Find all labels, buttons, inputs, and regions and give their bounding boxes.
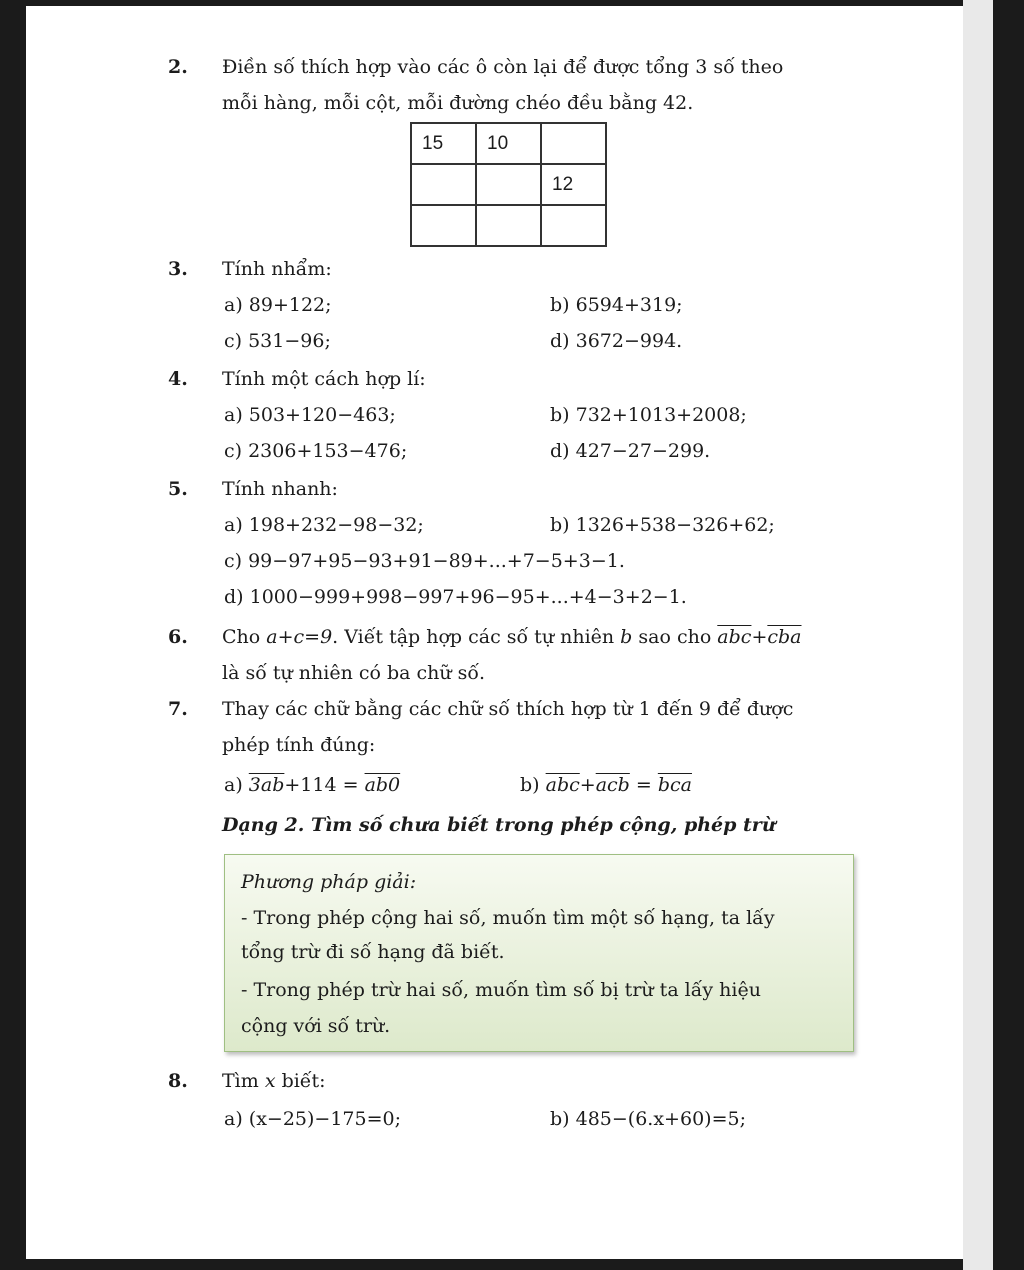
problem-title: Tính nhanh:: [222, 478, 338, 500]
subproblem-d: d) 1000−999+998−997+96−95+...+4−3+2−1.: [224, 586, 687, 608]
math-condition: a+c=9: [266, 626, 333, 648]
problem-text-line: [222, 626, 802, 648]
subproblem-b: b) 6594+319;: [550, 294, 683, 316]
text-run: biết:: [275, 1070, 326, 1092]
text-run: a): [224, 774, 249, 796]
grid-cell: [476, 164, 541, 205]
grid-cell: [411, 205, 476, 246]
overline-number: ab0: [364, 774, 401, 796]
grid-cell: [541, 123, 606, 164]
subproblem-d: d) 427−27−299.: [550, 440, 711, 462]
overline-number: 3ab: [248, 774, 285, 796]
problem-number: 5.: [168, 478, 188, 500]
problem-number: 6.: [168, 626, 188, 648]
grid-cell: [476, 205, 541, 246]
section-heading: Dạng 2. Tìm số chưa biết trong phép cộng, phép trừ: [222, 814, 776, 836]
problem-number: 3.: [168, 258, 188, 280]
subproblem-c: c) 2306+153−476;: [224, 440, 408, 462]
method-text-line: - Trong phép cộng hai số, muốn tìm một số hạng, ta lấy: [241, 907, 775, 929]
overline-number: $\overline{acb}$: [595, 774, 630, 796]
subproblem-a: a) 198+232−98−32;: [224, 514, 424, 536]
text-run: . Viết tập hợp các số tự nhiên: [332, 626, 621, 648]
grid-cell: [541, 205, 606, 246]
text-run: +: [579, 774, 596, 796]
subproblem-a: a) 503+120−463;: [224, 404, 396, 426]
problem-title: [222, 1070, 326, 1092]
document-page: [26, 6, 963, 1259]
problem-text-line: phép tính đúng:: [222, 734, 376, 756]
problem-text-line: mỗi hàng, mỗi cột, mỗi đường chéo đều bằng 42.: [222, 92, 694, 114]
subproblem-b: b) 485−(6.x+60)=5;: [550, 1108, 746, 1130]
overline-number: $\overline{bca}$: [657, 774, 692, 796]
grid-cell: [411, 164, 476, 205]
subproblem-a: a) (x−25)−175=0;: [224, 1108, 402, 1130]
problem-text-line: Điền số thích hợp vào các ô còn lại để được tổng 3 số theo: [222, 56, 784, 78]
text-run: Cho: [222, 626, 267, 648]
problem-number: 7.: [168, 698, 188, 720]
subproblem-d: d) 3672−994.: [550, 330, 683, 352]
problem-title: Tính nhẩm:: [222, 258, 332, 280]
subproblem-b: [520, 774, 692, 796]
subproblem-c: c) 99−97+95−93+91−89+...+7−5+3−1.: [224, 550, 625, 572]
overline-number: $\overline{abc}$: [717, 626, 752, 648]
problem-number: 2.: [168, 56, 188, 78]
method-text-line: cộng với số trừ.: [241, 1015, 391, 1037]
subproblem-a: [224, 774, 400, 796]
problem-title: Tính một cách hợp lí:: [222, 368, 426, 390]
text-run: +: [751, 626, 768, 648]
grid-cell: 12: [541, 164, 606, 205]
method-title: Phương pháp giải:: [241, 871, 417, 893]
problem-number: 8.: [168, 1070, 188, 1092]
text-run: Tìm: [222, 1070, 265, 1092]
text-run: b): [520, 774, 546, 796]
problem-text-line: là số tự nhiên có ba chữ số.: [222, 662, 486, 684]
grid-cell: 15: [411, 123, 476, 164]
math-variable: b: [620, 626, 633, 648]
text-run: sao cho: [632, 626, 718, 648]
math-variable: x: [264, 1070, 276, 1092]
problem-number: 4.: [168, 368, 188, 390]
viewer-scroll-strip: [963, 0, 993, 1270]
method-text-line: - Trong phép trừ hai số, muốn tìm số bị trừ ta lấy hiệu: [241, 979, 761, 1001]
method-box: [224, 854, 854, 1052]
problem-text-line: Thay các chữ bằng các chữ số thích hợp từ 1 đến 9 để được: [222, 698, 794, 720]
method-text-line: tổng trừ đi số hạng đã biết.: [241, 941, 505, 963]
text-run: =: [629, 774, 658, 796]
subproblem-b: b) 732+1013+2008;: [550, 404, 747, 426]
magic-square-grid: [410, 122, 607, 247]
text-run: +114 =: [284, 774, 365, 796]
subproblem-a: a) 89+122;: [224, 294, 332, 316]
overline-number: $\overline{cba}$: [767, 626, 802, 648]
overline-number: $\overline{abc}$: [545, 774, 580, 796]
subproblem-c: c) 531−96;: [224, 330, 331, 352]
subproblem-b: b) 1326+538−326+62;: [550, 514, 775, 536]
grid-cell: 10: [476, 123, 541, 164]
